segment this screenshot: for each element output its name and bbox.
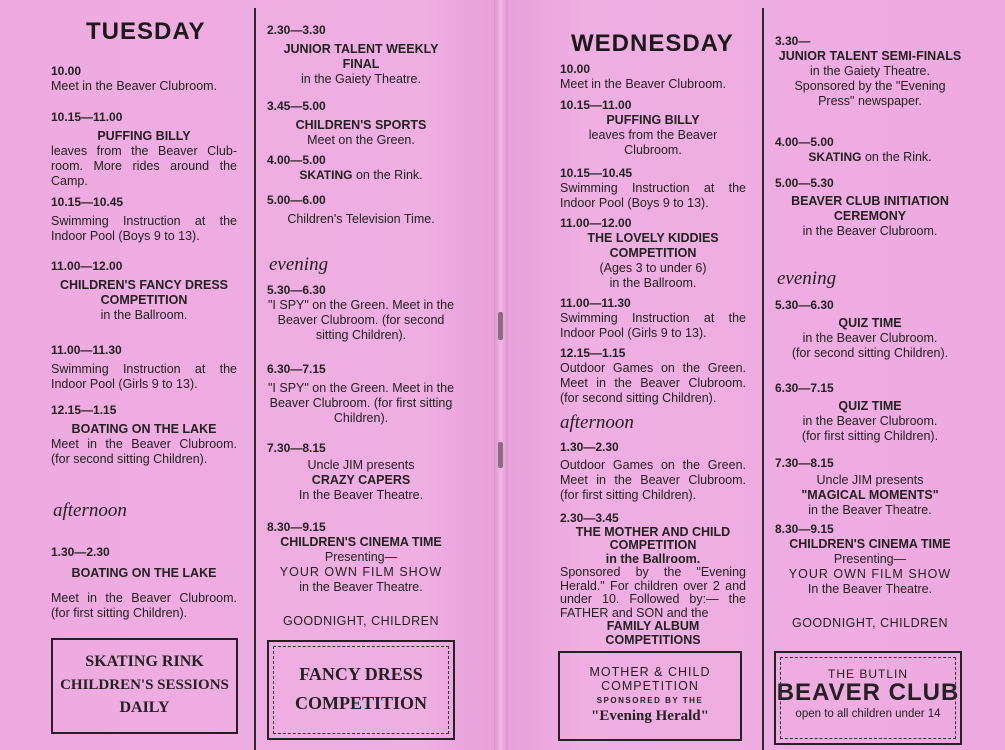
tuesday-heading: TUESDAY bbox=[86, 18, 206, 45]
event bbox=[267, 362, 455, 426]
event-details: Swimming Instruction at the Indoor Pool (Girls 9 to 13). bbox=[51, 362, 237, 391]
event-time: 5.30—6.30 bbox=[267, 283, 326, 297]
event-time: 8.30—9.15 bbox=[775, 522, 834, 536]
event-time: 7.30—8.15 bbox=[267, 441, 326, 455]
event-time: 4.00—5.00 bbox=[775, 135, 834, 149]
event bbox=[267, 520, 455, 595]
event-name: JUNIOR TALENT SEMI-FINALS bbox=[778, 49, 962, 63]
event-name: CHILDREN'S CINEMA TIME bbox=[789, 537, 951, 551]
event-details: Meet in the Beaver Clubroom. bbox=[51, 79, 218, 93]
event-time: 2.30—3.30 bbox=[267, 23, 326, 37]
staple-bottom bbox=[498, 442, 503, 468]
event-details: In the Beaver Theatre. bbox=[807, 582, 933, 596]
event-details: (for first sitting Children). bbox=[801, 429, 939, 443]
event-details: in the Ballroom. bbox=[100, 308, 188, 322]
event-time: 10.15—11.00 bbox=[560, 98, 632, 112]
event-name: CRAZY CAPERS bbox=[311, 473, 411, 487]
wednesday-column-rule bbox=[762, 8, 764, 750]
evening-label: evening bbox=[269, 254, 329, 275]
event bbox=[775, 298, 965, 361]
event bbox=[51, 110, 237, 189]
wednesday-column-1 bbox=[560, 0, 746, 750]
event-time: 8.30—9.15 bbox=[267, 520, 326, 534]
event-time: 1.30—2.30 bbox=[560, 440, 619, 454]
event-details: Presenting— bbox=[833, 552, 907, 566]
event-details: "I SPY" on the Green. Meet in the Beaver Clubroom. (for second sitting Children). bbox=[267, 298, 455, 342]
event-details: Presenting— bbox=[324, 550, 398, 564]
event-details: Outdoor Games on the Green. Meet in the Beaver Clubroom. (for first sitting Children). bbox=[560, 458, 746, 502]
box-line: "Evening Herald" bbox=[591, 708, 709, 724]
event-time: 5.30—6.30 bbox=[775, 298, 834, 312]
event-details: Sponsored by the "Evening Herald." For children over 2 and under 10. Followed by:— the FATHER and SON and the bbox=[560, 565, 746, 620]
event-time: 11.00—11.30 bbox=[560, 296, 631, 310]
event-time: 11.00—11.30 bbox=[51, 343, 122, 357]
event-time: 5.00—6.00 bbox=[267, 193, 326, 207]
event bbox=[51, 64, 237, 94]
goodnight-text: GOODNIGHT, CHILDREN bbox=[282, 614, 440, 628]
box-line: DAILY bbox=[119, 699, 170, 716]
event bbox=[51, 403, 237, 467]
box-line: COMPETITION bbox=[601, 679, 699, 693]
event bbox=[267, 441, 455, 503]
beaver-club-logo: BEAVER CLUB bbox=[776, 679, 960, 706]
event bbox=[51, 195, 237, 244]
event-details: Meet in the Beaver Clubroom. (for first sitting Children). bbox=[51, 591, 237, 620]
event bbox=[560, 512, 746, 647]
event-time: 11.00—12.00 bbox=[560, 216, 632, 230]
box-line: FANCY DRESS bbox=[299, 664, 423, 684]
event-details: Swimming Instruction at the Indoor Pool (Girls 9 to 13). bbox=[560, 311, 746, 340]
event-details: Outdoor Games on the Green. Meet in the Beaver Clubroom. (for second sitting Children). bbox=[560, 361, 746, 405]
event bbox=[775, 176, 965, 239]
event-details: Swimming Instruction at the Indoor Pool (Boys 9 to 13). bbox=[560, 181, 746, 210]
event-location: in the Beaver Theatre. bbox=[808, 503, 932, 517]
event-time: 7.30—8.15 bbox=[775, 456, 834, 470]
skating-rink-box bbox=[51, 638, 238, 734]
event-name: QUIZ TIME bbox=[838, 399, 902, 413]
event-time: 1.30—2.30 bbox=[51, 545, 110, 559]
event bbox=[267, 193, 455, 227]
evening-label: evening bbox=[777, 268, 837, 289]
event-details: Meet on the Green. bbox=[307, 133, 415, 147]
afternoon-label: afternoon bbox=[560, 412, 634, 433]
box-line: open to all children under 14 bbox=[795, 708, 941, 720]
event-details: Sponsored by the "Evening bbox=[794, 79, 946, 93]
staple-top bbox=[498, 312, 503, 340]
event-time: 10.15—11.00 bbox=[51, 110, 123, 124]
event-details: Meet in the Beaver Clubroom. (for second sitting Children). bbox=[51, 437, 237, 466]
event bbox=[560, 296, 746, 341]
event-details: Press" newspaper. bbox=[818, 94, 922, 108]
event-time: 6.30—7.15 bbox=[267, 362, 326, 376]
event bbox=[560, 216, 746, 291]
event bbox=[560, 346, 746, 406]
event bbox=[267, 99, 455, 148]
event-details: Swimming Instruction at the Indoor Pool (Boys 9 to 13). bbox=[51, 214, 237, 243]
event-name: CHILDREN'S FANCY DRESS COMPETITION bbox=[59, 278, 229, 307]
event bbox=[775, 381, 965, 444]
event-name: BOATING ON THE LAKE bbox=[71, 422, 217, 436]
event-details: (for second sitting Children). bbox=[791, 346, 949, 360]
event-time: 11.00—12.00 bbox=[51, 259, 123, 273]
event-details: in the Beaver Clubroom. bbox=[802, 331, 938, 345]
event bbox=[775, 34, 965, 109]
event-time: 10.15—10.45 bbox=[51, 195, 124, 209]
event bbox=[51, 259, 237, 323]
event bbox=[775, 456, 965, 518]
event-time: 10.00 bbox=[51, 64, 82, 78]
event-time: 5.00—5.30 bbox=[775, 176, 834, 190]
event-details: Children's Television Time. bbox=[287, 212, 435, 226]
wednesday-column-2 bbox=[775, 0, 965, 750]
tuesday-column-1 bbox=[51, 0, 237, 750]
event bbox=[267, 153, 455, 183]
event-name: BEAVER CLUB INITIATION CEREMONY bbox=[791, 194, 949, 223]
event bbox=[560, 440, 746, 503]
box-line: CHILDREN'S SESSIONS bbox=[60, 677, 229, 693]
event-name: FAMILY ALBUM COMPETITIONS bbox=[605, 619, 701, 647]
mother-child-box bbox=[558, 651, 742, 741]
event-details: leaves from the Beaver Club-room. More rides around the Camp. bbox=[51, 144, 237, 188]
event-name: SKATING bbox=[299, 168, 353, 182]
event-details: (Ages 3 to under 6) bbox=[599, 261, 707, 275]
event-time: 10.15—10.45 bbox=[560, 166, 633, 180]
fancy-dress-box bbox=[267, 640, 455, 740]
event-details: in the Ballroom. bbox=[609, 276, 697, 290]
box-line: THE BUTLIN bbox=[827, 667, 908, 681]
event-time: 10.00 bbox=[560, 62, 591, 76]
event-time: 3.30— bbox=[775, 34, 811, 48]
event-name: JUNIOR TALENT WEEKLY FINAL bbox=[283, 42, 439, 71]
beaver-club-box bbox=[774, 651, 962, 745]
event-details: in the Beaver Clubroom. bbox=[802, 414, 938, 428]
event-details: on the Rink. bbox=[864, 150, 932, 164]
tuesday-column-2 bbox=[267, 0, 455, 750]
event-details: on the Rink. bbox=[355, 168, 423, 182]
event bbox=[560, 166, 746, 211]
event-time: 4.00—5.00 bbox=[267, 153, 326, 167]
event-time: 6.30—7.15 bbox=[775, 381, 834, 395]
event-name: CHILDREN'S SPORTS bbox=[295, 118, 427, 132]
event-name: CHILDREN'S CINEMA TIME bbox=[280, 535, 442, 549]
event bbox=[560, 98, 746, 158]
event-name: PUFFING BILLY bbox=[97, 129, 191, 143]
event-details: Meet in the Beaver Clubroom. bbox=[560, 77, 727, 91]
event-name: PUFFING BILLY bbox=[606, 113, 700, 127]
box-line: COMPETITION bbox=[294, 693, 427, 713]
event-details: YOUR OWN FILM SHOW bbox=[788, 567, 952, 581]
event bbox=[51, 343, 237, 392]
event-location: In the Beaver Theatre. bbox=[298, 488, 424, 502]
box-line: SKATING RINK bbox=[85, 653, 204, 670]
event-name: THE MOTHER AND CHILD COMPETITION bbox=[575, 524, 731, 552]
event-details: Uncle JIM presents bbox=[307, 458, 415, 472]
event-time: 2.30—3.45 bbox=[560, 511, 619, 525]
event bbox=[267, 23, 455, 87]
event-name: QUIZ TIME bbox=[838, 316, 902, 330]
event-details: in the Beaver Clubroom. bbox=[802, 224, 938, 238]
event-name: "MAGICAL MOMENTS" bbox=[801, 488, 939, 502]
box-line: SPONSORED BY THE bbox=[596, 696, 704, 705]
event-time: 12.15—1.15 bbox=[560, 346, 626, 360]
tuesday-column-rule bbox=[254, 8, 256, 750]
event-details: Clubroom. bbox=[624, 143, 682, 157]
event-time: 3.45—5.00 bbox=[267, 99, 326, 113]
event bbox=[560, 62, 746, 92]
event bbox=[267, 283, 455, 343]
event bbox=[51, 545, 237, 621]
event-details: in the Gaiety Theatre. bbox=[301, 72, 421, 86]
event bbox=[775, 135, 965, 165]
event-details: Uncle JIM presents bbox=[816, 473, 924, 487]
event-name: BOATING ON THE LAKE bbox=[71, 566, 217, 580]
wednesday-heading: WEDNESDAY bbox=[571, 30, 734, 57]
event-name: SKATING bbox=[808, 150, 862, 164]
box-line: MOTHER & CHILD bbox=[589, 665, 711, 679]
book-gutter bbox=[494, 0, 508, 750]
event-details: YOUR OWN FILM SHOW bbox=[279, 565, 443, 579]
event-details: "I SPY" on the Green. Meet in the Beaver Clubroom. (for first sitting Children). bbox=[267, 381, 455, 425]
afternoon-label: afternoon bbox=[53, 500, 127, 521]
event bbox=[775, 522, 965, 597]
event-details: in the Gaiety Theatre. bbox=[810, 64, 930, 78]
event-details: leaves from the Beaver bbox=[588, 128, 718, 142]
goodnight-text: GOODNIGHT, CHILDREN bbox=[791, 616, 949, 630]
event-location: in the Ballroom. bbox=[605, 551, 701, 566]
event-name: THE LOVELY KIDDIES COMPETITION bbox=[587, 231, 719, 260]
event-time: 12.15—1.15 bbox=[51, 403, 117, 417]
event-details: in the Beaver Theatre. bbox=[299, 580, 423, 594]
